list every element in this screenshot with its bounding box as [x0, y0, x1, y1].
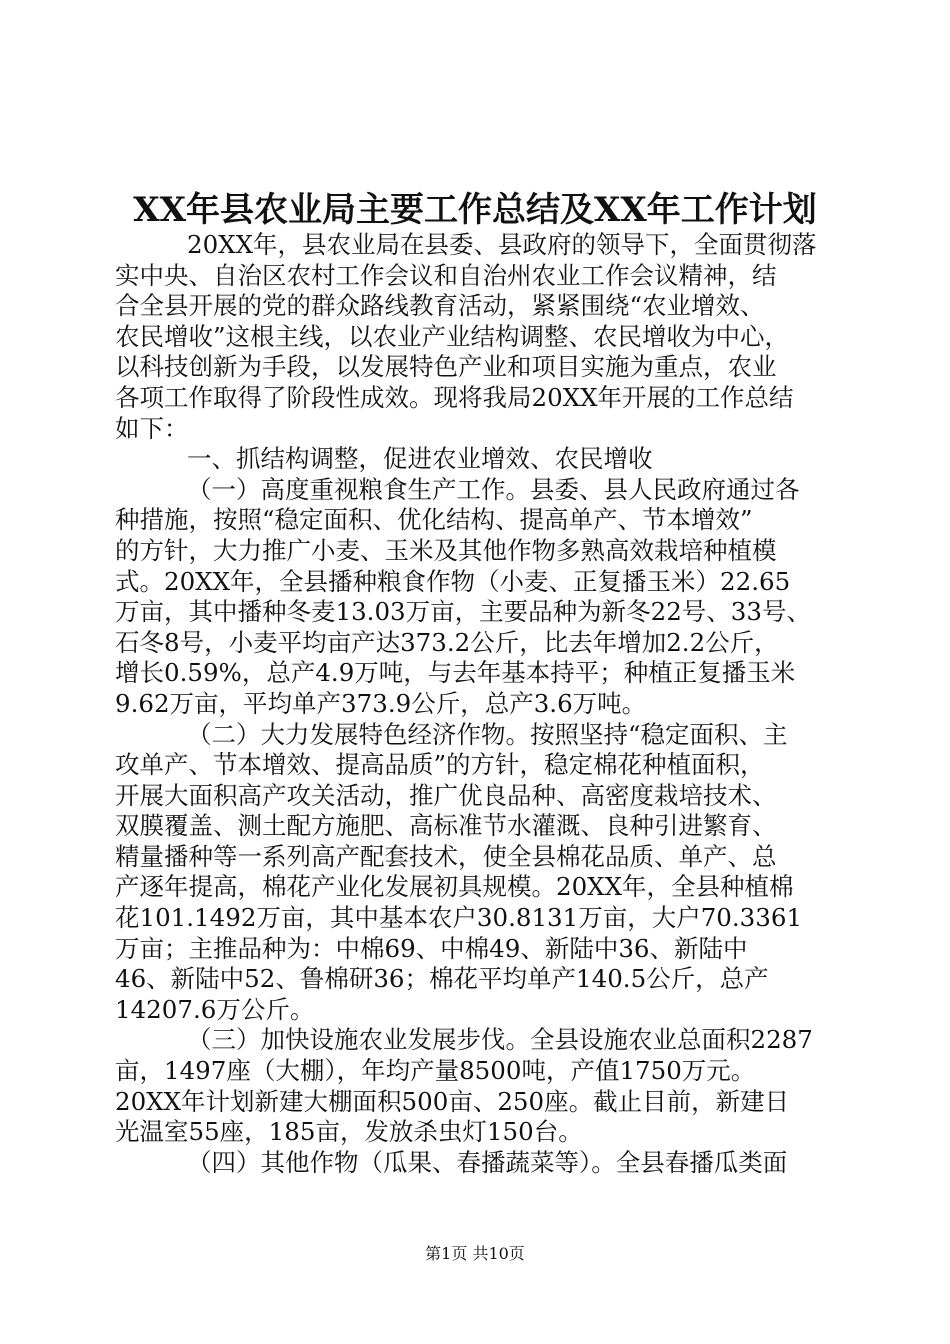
paragraph-line: 光温室55座，185亩，发放杀虫灯150台。: [115, 1117, 583, 1147]
paragraph-line: 开展大面积高产攻关活动，推广优良品种、高密度栽培技术、: [115, 780, 777, 810]
paragraph-line: 种措施，按照“稳定面积、优化结构、提高单产、节本增效”: [115, 505, 753, 535]
paragraph-line: 的方针，大力推广小麦、玉米及其他作物多熟高效栽培种植模: [115, 535, 777, 565]
paragraph-line: 农民增收”这根主线，以农业产业结构调整、农民增收为中心，: [115, 321, 790, 351]
paragraph-line: 如下：: [115, 413, 189, 443]
paragraph-line: 20XX年计划新建大棚面积500亩、250座。截止目前，新建日: [115, 1086, 790, 1116]
paragraph-line: 石冬8号，小麦平均亩产达373.2公斤，比去年增加2.2公斤，: [115, 627, 779, 657]
paragraph-line: （一）高度重视粮食生产工作。县委、县人民政府通过各: [187, 474, 800, 504]
paragraph-line: （二）大力发展特色经济作物。按照坚持“稳定面积、主: [187, 719, 788, 749]
paragraph-line: 万亩，其中播种冬麦13.03万亩，主要品种为新冬22号、33号、: [115, 597, 811, 627]
page-number-footer: 第1页 共10页: [425, 1244, 525, 1263]
paragraph-line: 双膜覆盖、测土配方施肥、高标准节水灌溉、良种引进繁育、: [115, 811, 777, 841]
paragraph-line: 花101.1492万亩，其中基本农户30.8131万亩，大户70.3361: [115, 903, 803, 933]
paragraph-line: 14207.6万公斤。: [115, 994, 315, 1024]
paragraph-line: （四）其他作物（瓜果、春播蔬菜等）。全县春播瓜类面: [187, 1147, 788, 1177]
document-body: [115, 230, 845, 1178]
paragraph-line: 增长0.59%，总产4.9万吨，与去年基本持平；种植正复播玉米: [115, 658, 796, 688]
paragraph-line: 合全县开展的党的群众路线教育活动，紧紧围绕“农业增效、: [115, 291, 765, 321]
document-title: XX年县农业局主要工作总结及XX年工作计划: [133, 190, 817, 230]
paragraph-line: 实中央、自治区农村工作会议和自治州农业工作会议精神，结: [115, 260, 777, 290]
paragraph-line: 精量播种等一系列高产配套技术，使全县棉花品质、单产、总: [115, 841, 777, 871]
paragraph-line: 万亩；主推品种为：中棉69、中棉49、新陆中36、新陆中: [115, 933, 748, 963]
paragraph-line: 亩，1497座（大棚），年均产量8500吨，产值1750万元。: [115, 1056, 756, 1086]
paragraph-line: 攻单产、节本增效、提高品质”的方针，稳定棉花种植面积，: [115, 750, 765, 780]
section-heading: 一、抓结构调整，促进农业增效、农民增收: [187, 444, 653, 474]
paragraph-line: 式。20XX年，全县播种粮食作物（小麦、正复播玉米）22.65: [115, 566, 791, 596]
paragraph-line: 20XX年，县农业局在县委、县政府的领导下，全面贯彻落: [187, 230, 817, 259]
paragraph-line: 9.62万亩，平均单产373.9公斤，总产3.6万吨。: [115, 688, 647, 718]
paragraph-line: 以科技创新为手段，以发展特色产业和项目实施为重点，农业: [115, 352, 777, 382]
paragraph-line: 各项工作取得了阶段性成效。现将我局20XX年开展的工作总结: [115, 382, 794, 412]
paragraph-line: 46、新陆中52、鲁棉研36；棉花平均单产140.5公斤，总产: [115, 964, 769, 994]
paragraph-line: （三）加快设施农业发展步伐。全县设施农业总面积2287: [187, 1025, 813, 1055]
paragraph-line: 产逐年提高，棉花产业化发展初具规模。20XX年，全县种植棉: [115, 872, 794, 902]
